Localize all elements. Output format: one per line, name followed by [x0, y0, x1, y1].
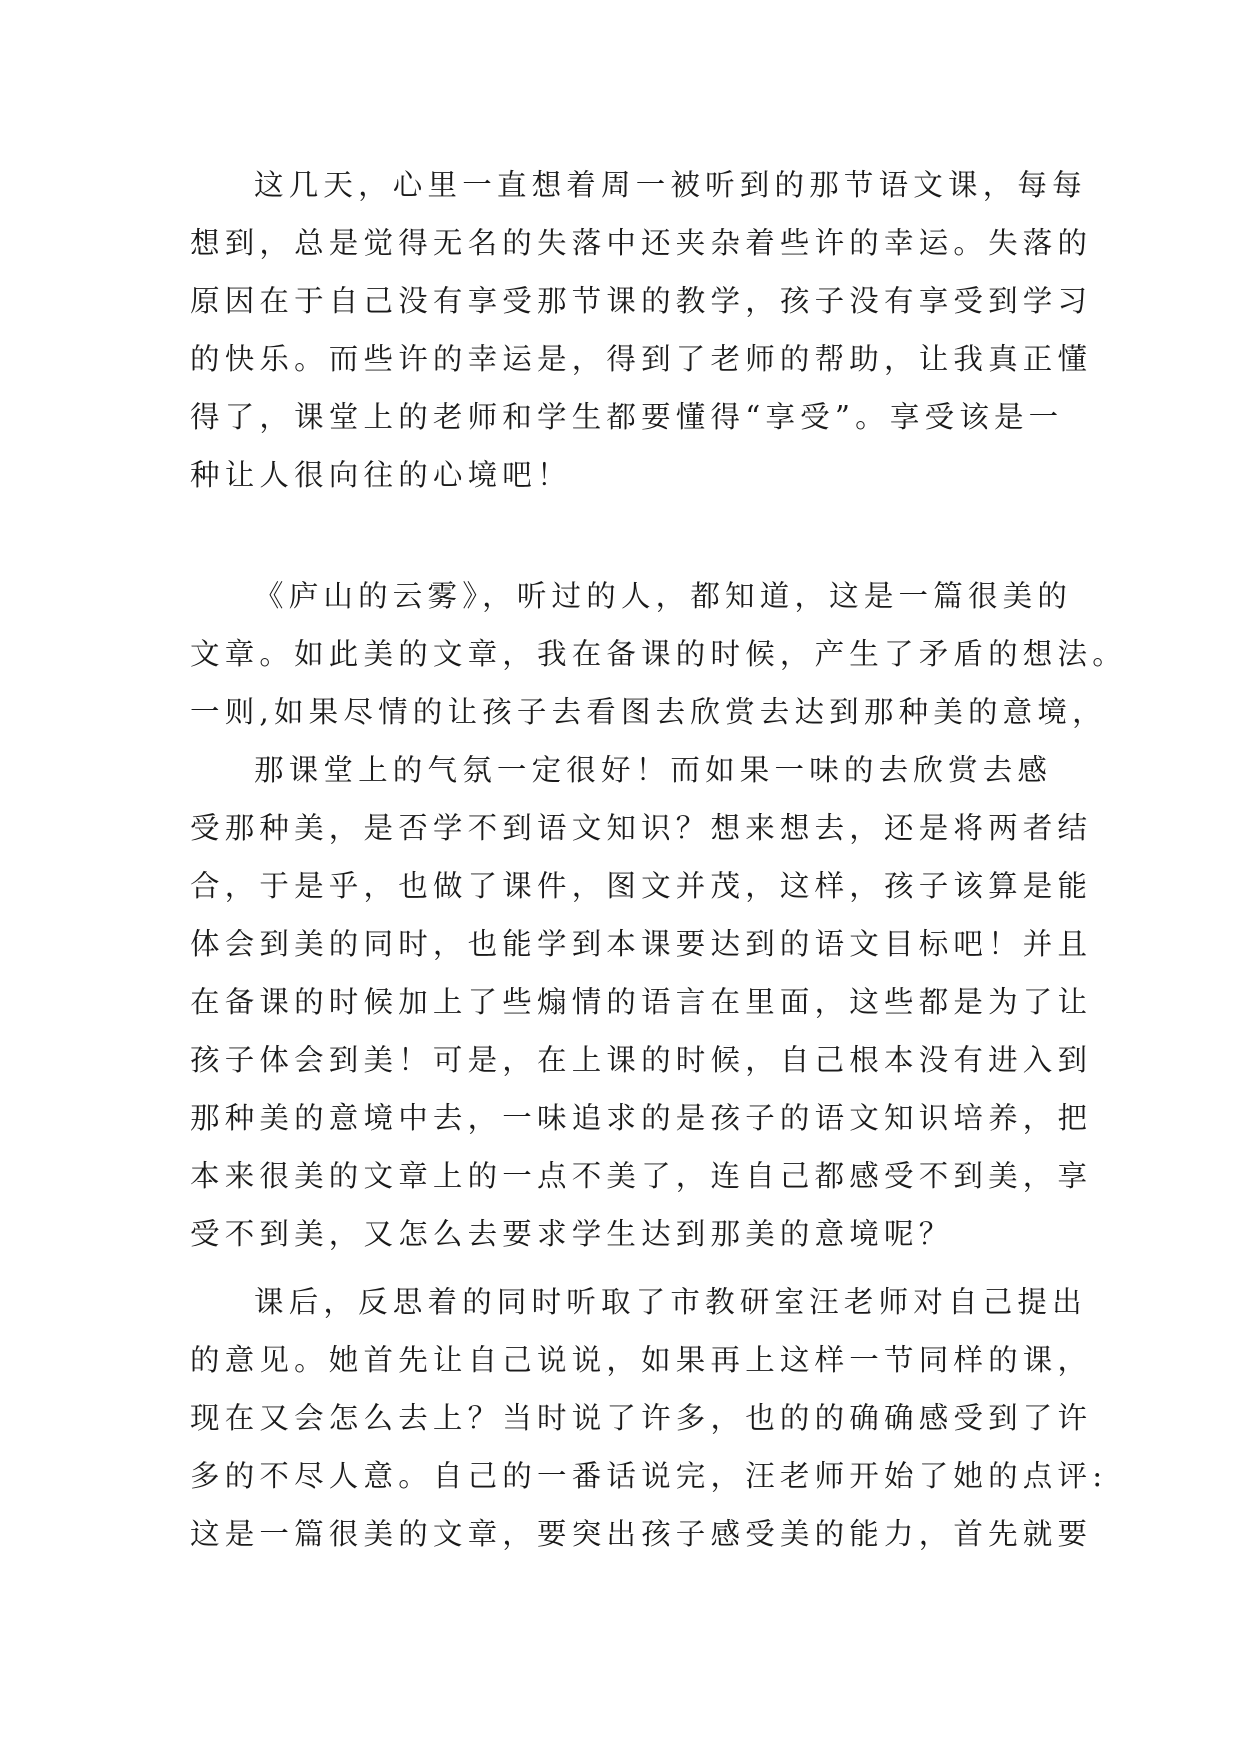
text-line: 文章。如此美的文章，我在备课的时候，产生了矛盾的想法。 [190, 637, 1127, 671]
text-line: 原因在于自己没有享受那节课的教学，孩子没有享受到学习 [190, 284, 1093, 318]
text-line: 合，于是乎，也做了课件，图文并茂，这样，孩子该算是能 [190, 869, 1093, 903]
text-line: 本来很美的文章上的一点不美了，连自己都感受不到美，享 [190, 1159, 1093, 1193]
paragraph-lesson-preparation [190, 567, 1127, 1263]
text-line: 孩子体会到美！可是，在上课的时候，自己根本没有进入到 [190, 1043, 1093, 1077]
text-line: 那种美的意境中去，一味追求的是孩子的语文知识培养，把 [190, 1101, 1093, 1135]
text-line: 课后，反思着的同时听取了市教研室汪老师对自己提出 [254, 1285, 1087, 1319]
text-line: 这几天，心里一直想着周一被听到的那节语文课，每每 [254, 168, 1087, 202]
text-line: 那课堂上的气氛一定很好！而如果一味的去欣赏去感 [254, 753, 1053, 787]
text-line: 现在又会怎么去上？当时说了许多，也的的确确感受到了许 [190, 1401, 1093, 1435]
text-line: 一则,如果尽情的让孩子去看图去欣赏去达到那种美的意境， [190, 695, 1107, 729]
text-line: 得了，课堂上的老师和学生都要懂得“享受”。享受该是一 [190, 400, 1064, 434]
text-line: 体会到美的同时，也能学到本课要达到的语文目标吧！并且 [190, 927, 1093, 961]
paragraph-after-class-feedback [190, 1273, 1108, 1563]
text-line: 的快乐。而些许的幸运是，得到了老师的帮助，让我真正懂 [190, 342, 1093, 376]
text-line: 在备课的时候加上了些煽情的语言在里面，这些都是为了让 [190, 985, 1093, 1019]
text-line: 多的不尽人意。自己的一番话说完，汪老师开始了她的点评: [190, 1459, 1108, 1493]
text-line: 想到，总是觉得无名的失落中还夹杂着些许的幸运。失落的 [190, 226, 1093, 260]
text-line: 这是一篇很美的文章，要突出孩子感受美的能力，首先就要 [190, 1517, 1093, 1551]
text-line: 《庐山的云雾》，听过的人，都知道，这是一篇很美的 [254, 579, 1073, 613]
text-line: 受不到美，又怎么去要求学生达到那美的意境呢？ [190, 1217, 954, 1251]
paragraph-reflection-intro [190, 156, 1093, 504]
text-line: 种让人很向往的心境吧！ [190, 458, 572, 492]
text-line: 的意见。她首先让自己说说，如果再上这样一节同样的课， [190, 1343, 1093, 1377]
text-line: 受那种美，是否学不到语文知识？想来想去，还是将两者结 [190, 811, 1093, 845]
